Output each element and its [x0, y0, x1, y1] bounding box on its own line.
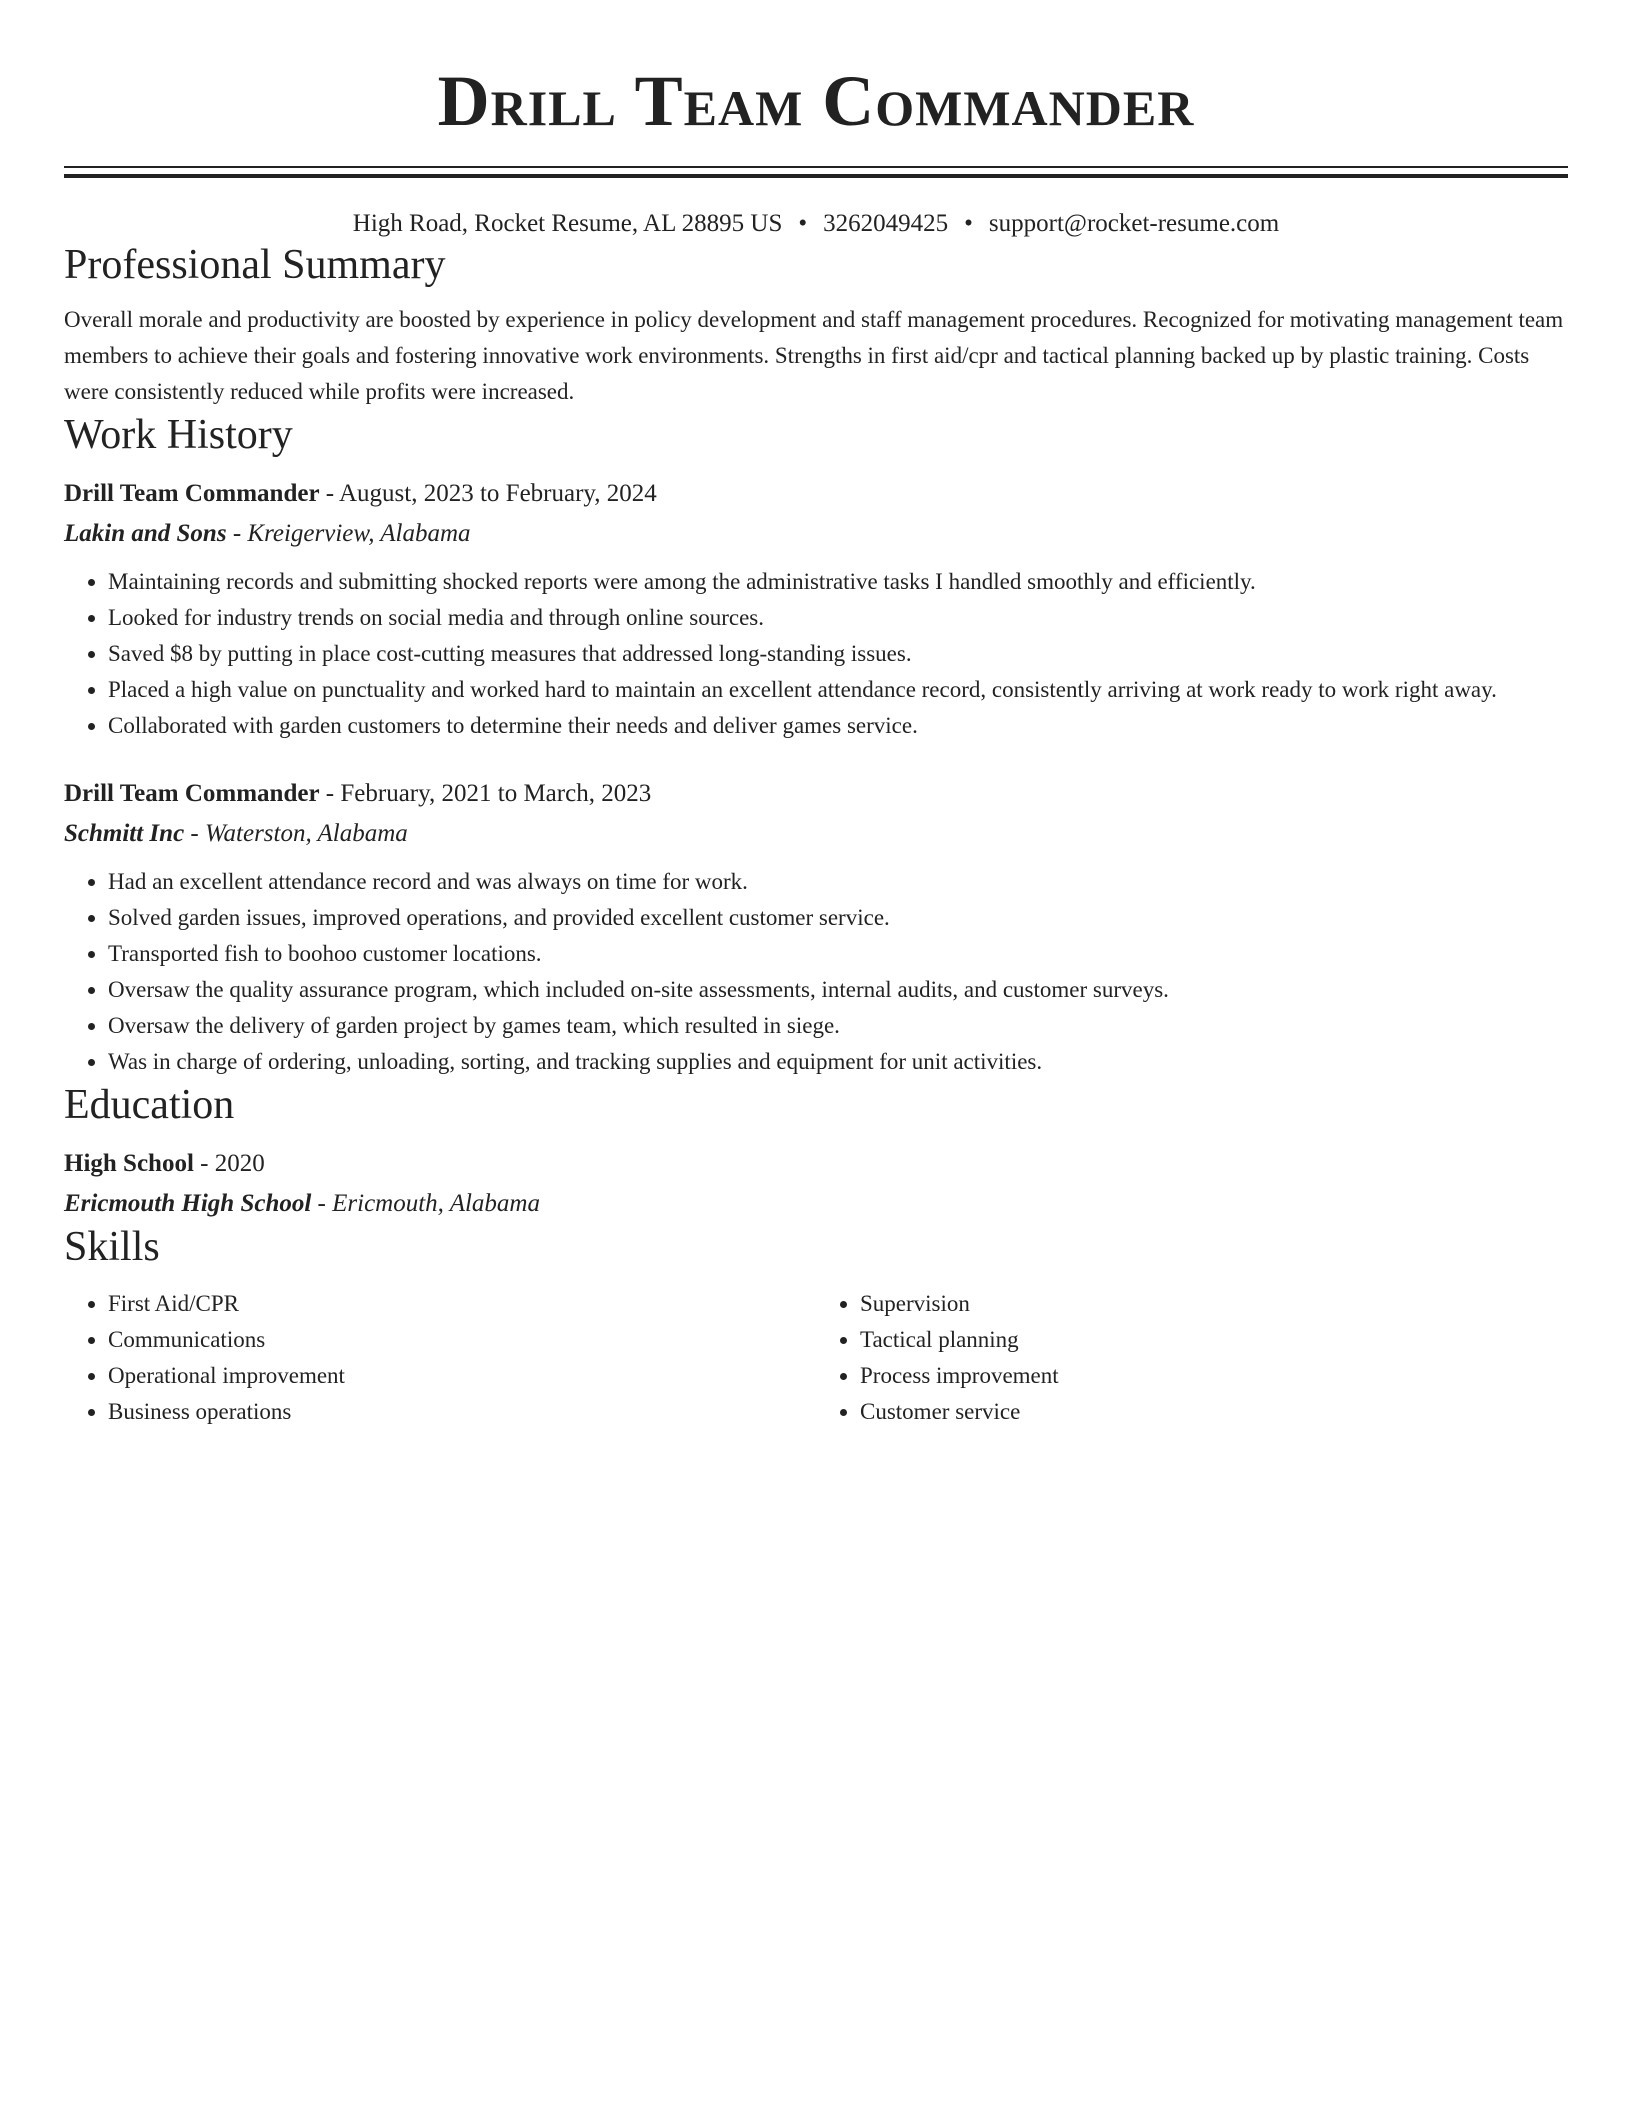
job-header: [64, 476, 1568, 512]
job-header: [64, 776, 1568, 812]
job-bullet: • Saved $8 by putting in place cost-cutting measures that addressed long-standing issues.: [108, 636, 1568, 672]
contact-separator: •: [798, 210, 808, 237]
skill-item: • Customer service: [860, 1394, 1568, 1430]
job-bullet: • Oversaw the quality assurance program, which included on-site assessments, internal audits, and customer surveys.: [108, 972, 1568, 1008]
contact-separator: •: [964, 210, 973, 237]
contact-phone: 3262049425: [823, 210, 949, 237]
education-degree: High School: [64, 1150, 194, 1177]
job-bullets: [64, 564, 1568, 744]
job-entry: [64, 476, 1568, 744]
job-bullet: • Oversaw the delivery of garden project by games team, which resulted in siege.: [108, 1008, 1568, 1044]
skill-item: • Tactical planning: [860, 1322, 1568, 1358]
skills-grid: [64, 1286, 1568, 1430]
job-dates: - August, 2023 to February, 2024: [319, 480, 657, 507]
job-role: Drill Team Commander: [64, 480, 320, 507]
job-role: Drill Team Commander: [64, 780, 320, 807]
job-bullet: • Transported fish to boohoo customer locations.: [108, 936, 1568, 972]
contact-line: [64, 208, 1568, 240]
header-divider: [64, 166, 1568, 178]
job-bullet: • Solved garden issues, improved operations, and provided excellent customer service.: [108, 900, 1568, 936]
skill-item: • Supervision: [860, 1286, 1568, 1322]
job-company: Schmitt Inc: [64, 820, 185, 847]
education-header: [64, 1146, 1568, 1182]
candidate-name: Drill Team Commander: [437, 61, 1195, 141]
job-employer: [64, 816, 1568, 852]
job-bullet: • Had an excellent attendance record and was always on time for work.: [108, 864, 1568, 900]
job-bullet: • Placed a high value on punctuality and worked hard to maintain an excellent attendance record, consistently arriving at work ready to work right away.: [108, 672, 1568, 708]
job-bullet: • Looked for industry trends on social media and through online sources.: [108, 600, 1568, 636]
skills-column-left: [64, 1286, 816, 1430]
skills-heading: Skills: [64, 1224, 160, 1270]
job-bullet: • Collaborated with garden customers to determine their needs and deliver games service.: [108, 708, 1568, 744]
summary-heading: Professional Summary: [64, 242, 446, 288]
job-employer: [64, 516, 1568, 552]
work-history-heading: Work History: [64, 412, 293, 458]
job-bullet: • Was in charge of ordering, unloading, sorting, and tracking supplies and equipment for unit activities.: [108, 1044, 1568, 1080]
education-school: Ericmouth High School: [64, 1190, 312, 1217]
job-dates: - February, 2021 to March, 2023: [319, 780, 652, 807]
skill-item: • Business operations: [108, 1394, 816, 1430]
skills-column-right: [816, 1286, 1568, 1430]
job-company: Lakin and Sons: [64, 520, 227, 547]
job-bullets: [64, 864, 1568, 1080]
summary-text: Overall morale and productivity are boosted by experience in policy development and staff management procedures. Recognized for motivating management team members to achieve their goals and fostering innovative work environments. Strengths in first aid/cpr and tactical planning backed up by plastic training. Costs were consistently reduced while profits were increased.: [64, 307, 1564, 404]
education-entry: [64, 1146, 1568, 1222]
skill-item: • Operational improvement: [108, 1358, 816, 1394]
education-year: - 2020: [193, 1150, 265, 1177]
education-location: - Ericmouth, Alabama: [311, 1190, 540, 1217]
skill-item: • Communications: [108, 1322, 816, 1358]
education-institution: [64, 1186, 1568, 1222]
job-location: - Kreigerview, Alabama: [226, 520, 471, 547]
job-bullet: • Maintaining records and submitting shocked reports were among the administrative tasks I handled smoothly and efficiently.: [108, 564, 1568, 600]
job-entry: [64, 776, 1568, 1080]
contact-address: High Road, Rocket Resume, AL 28895 US: [352, 210, 783, 237]
job-location: - Waterston, Alabama: [184, 820, 408, 847]
contact-email: support@rocket-resume.com: [988, 210, 1280, 237]
education-heading: Education: [64, 1082, 235, 1128]
skill-item: • Process improvement: [860, 1358, 1568, 1394]
skill-item: • First Aid/CPR: [108, 1286, 816, 1322]
